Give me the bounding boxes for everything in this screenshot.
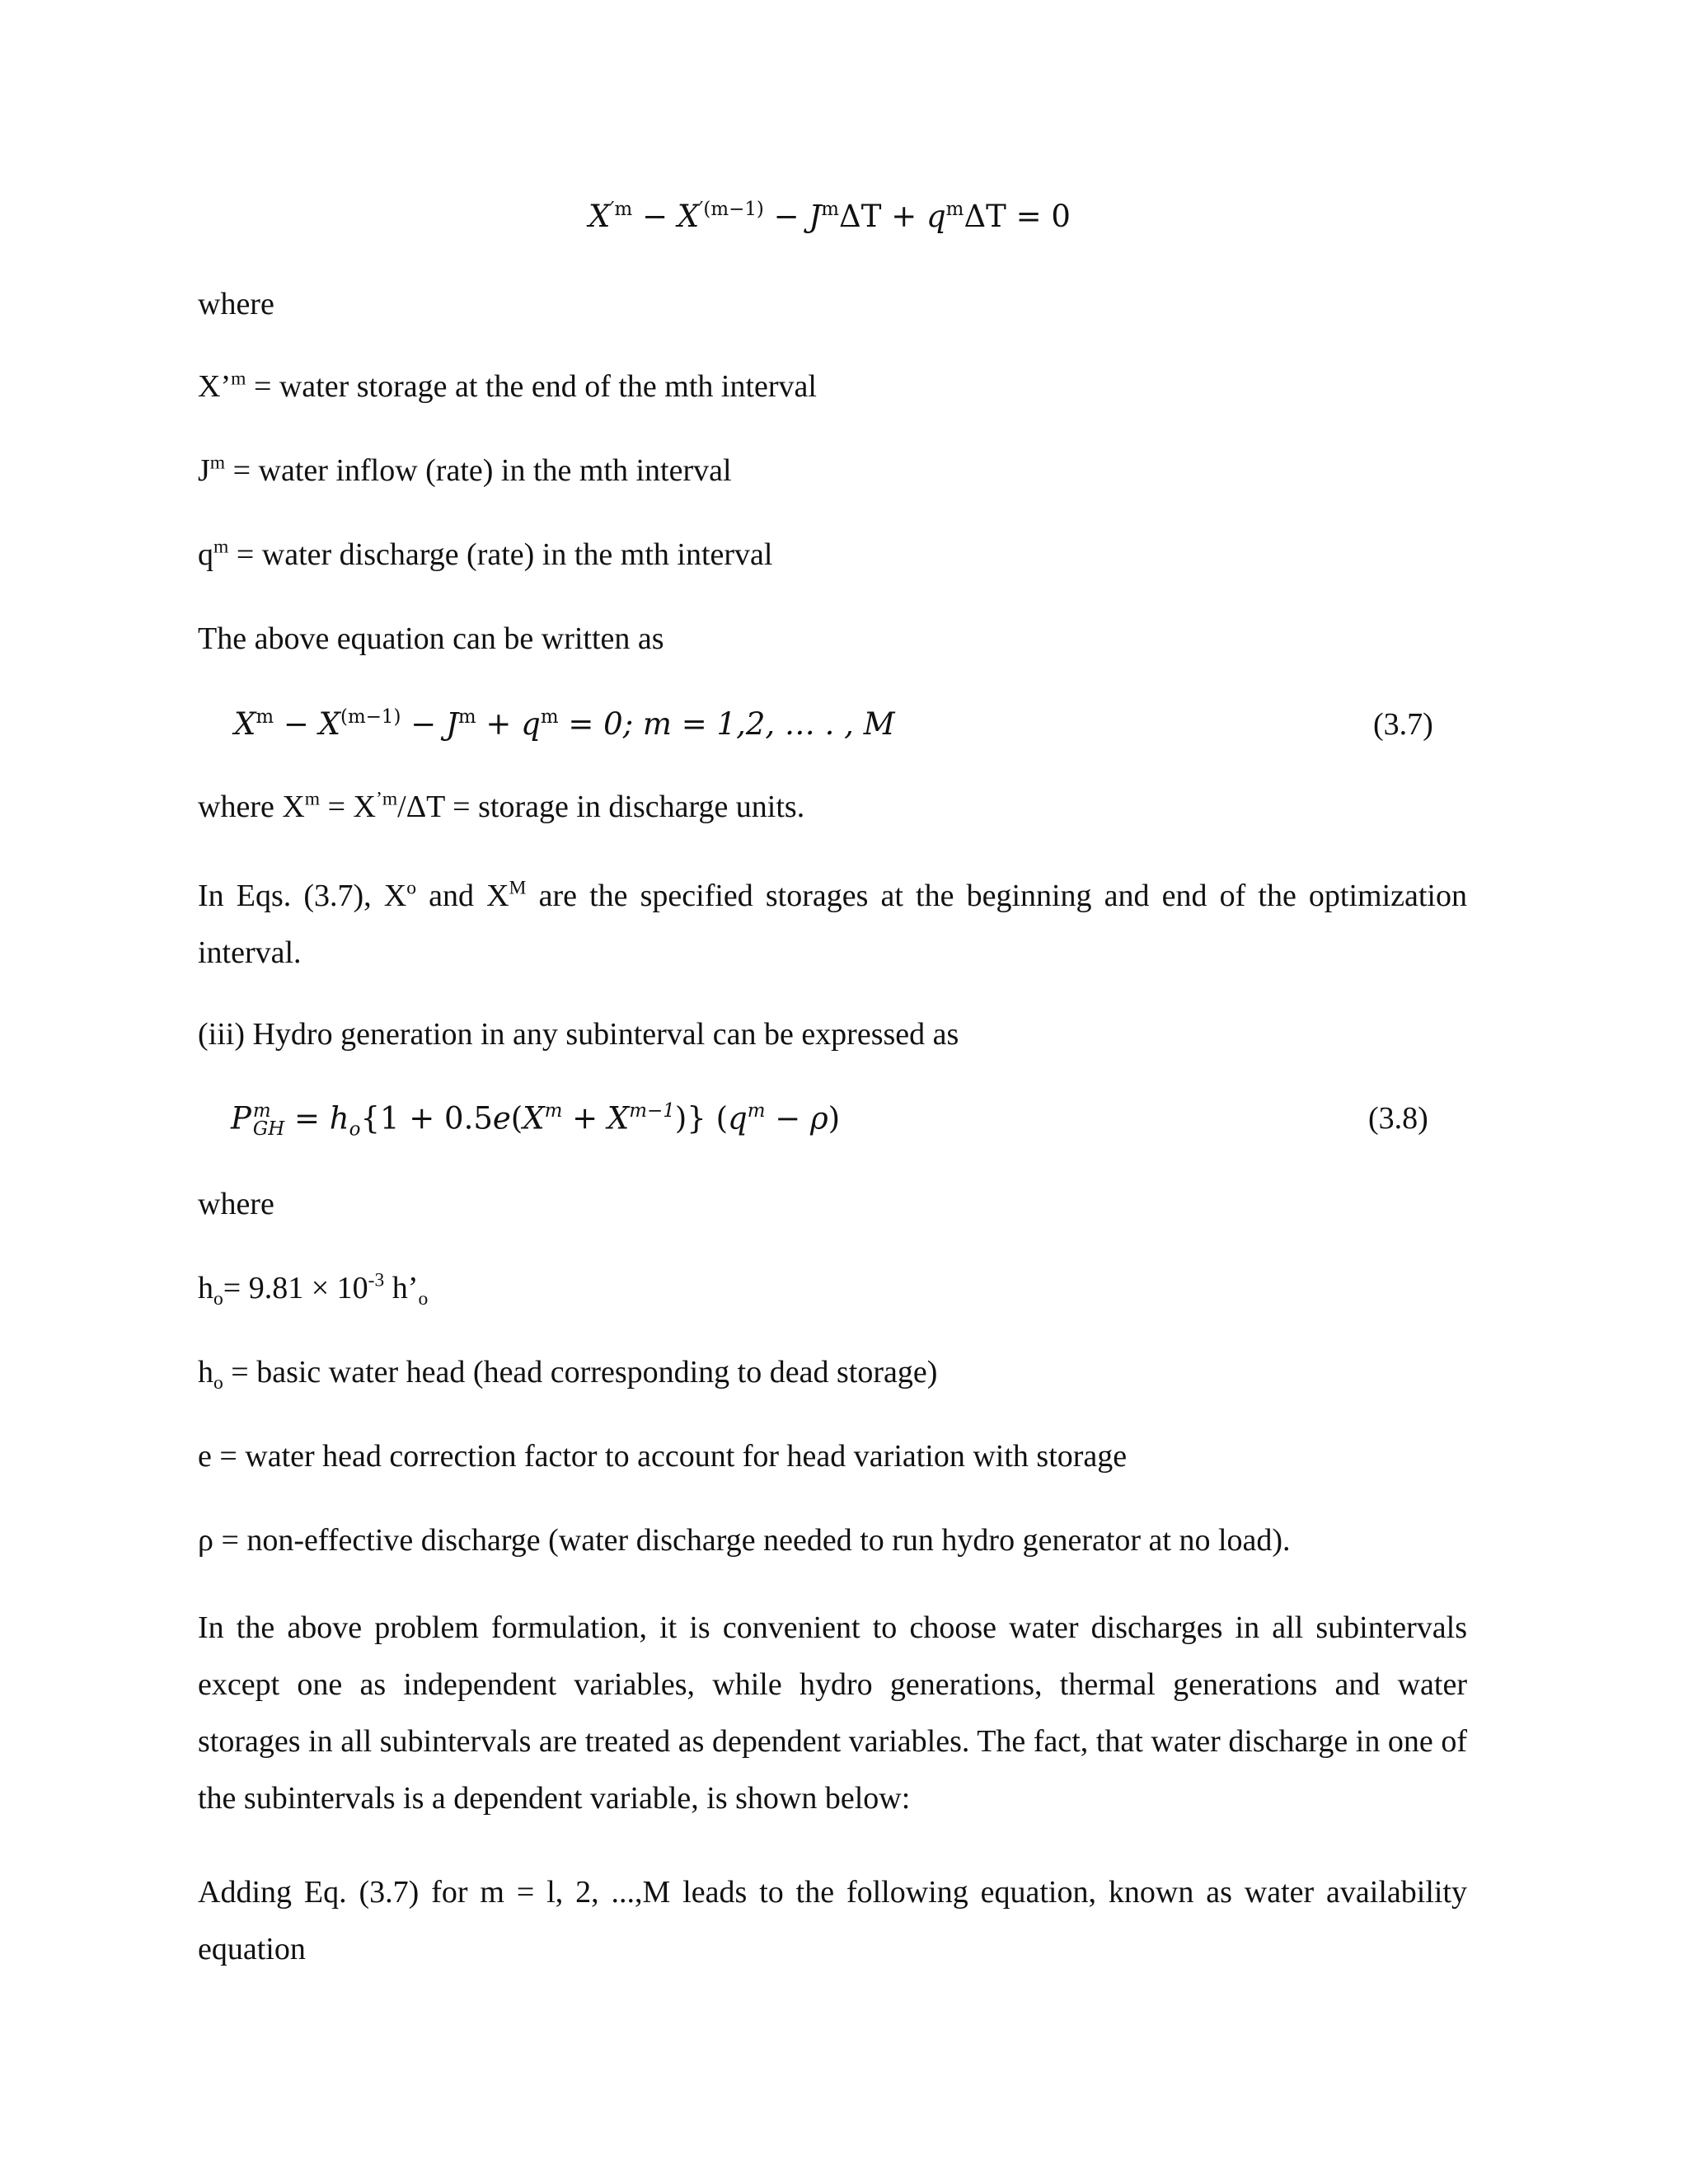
equation-number-3-8: (3.8) xyxy=(1368,1101,1428,1136)
definition-rho: ρ = non-effective discharge (water discharge needed to run hydro generator at no load). xyxy=(198,1523,1291,1558)
definition-h-o-basic-head: $h_o$ = basic water head (head corresponding to dead storage) xyxy=(198,1355,938,1394)
definition-e: e = water head correction factor to account for head variation with storage xyxy=(198,1439,1128,1474)
equation-3-7: $X^m - X^{(m-1)} - J^m + q^m = 0$; m = 1,2, … . , M xyxy=(234,705,895,742)
paragraph-water-availability: Adding Eq. (3.7) for m = l, 2, ...,M leads to the following equation, known as water availability equation xyxy=(198,1875,1467,1966)
paragraph-specified-storages: In Eqs. (3.7), $X^o$ and $X^M$ are the specified storages at the beginning and end of the optimization interval. xyxy=(198,877,1467,970)
definition-q-m: $q^m$ = water discharge (rate) in the mth interval xyxy=(198,536,773,572)
above-equation-text: The above equation can be written as xyxy=(198,621,664,656)
paragraph-problem-formulation: In the above problem formulation, it is convenient to choose water discharges in all subintervals except one as independent variables, while hydro generations, thermal generations and water storages in all subintervals are treated as dependent variables. The fact, that water discharge in one of the subintervals is a dependent variable, is shown below: xyxy=(198,1610,1467,1816)
definition-x-prime-m: X’$^m$ = water storage at the end of the mth interval xyxy=(198,368,817,404)
where-label-1: where xyxy=(198,287,274,321)
equation-storage-continuity: $X^{'m} - X^{'(m-1)} - J^m\Delta T + q^m\Delta T = 0$ xyxy=(588,198,1071,234)
equation-3-8: P m GH = $h_o\{1 + 0.5e(X^m + X^{m-1})\} (q^m - \rho)$ xyxy=(231,1100,841,1141)
hydro-generation-intro: (iii) Hydro generation in any subinterval can be expressed as xyxy=(198,1017,959,1052)
equation-number-3-7: (3.7) xyxy=(1373,707,1433,742)
where-label-2: where xyxy=(198,1187,274,1221)
definition-j-m: $J^m$ = water inflow (rate) in the mth interval xyxy=(198,452,732,488)
definition-h-o-formula: $h_o= 9.81 \times 10^{-3}$ $h’_o$ xyxy=(198,1269,429,1310)
where-x-m-storage: where $X^m = X^{’m}/\Delta T$ = storage in discharge units. xyxy=(198,788,805,824)
